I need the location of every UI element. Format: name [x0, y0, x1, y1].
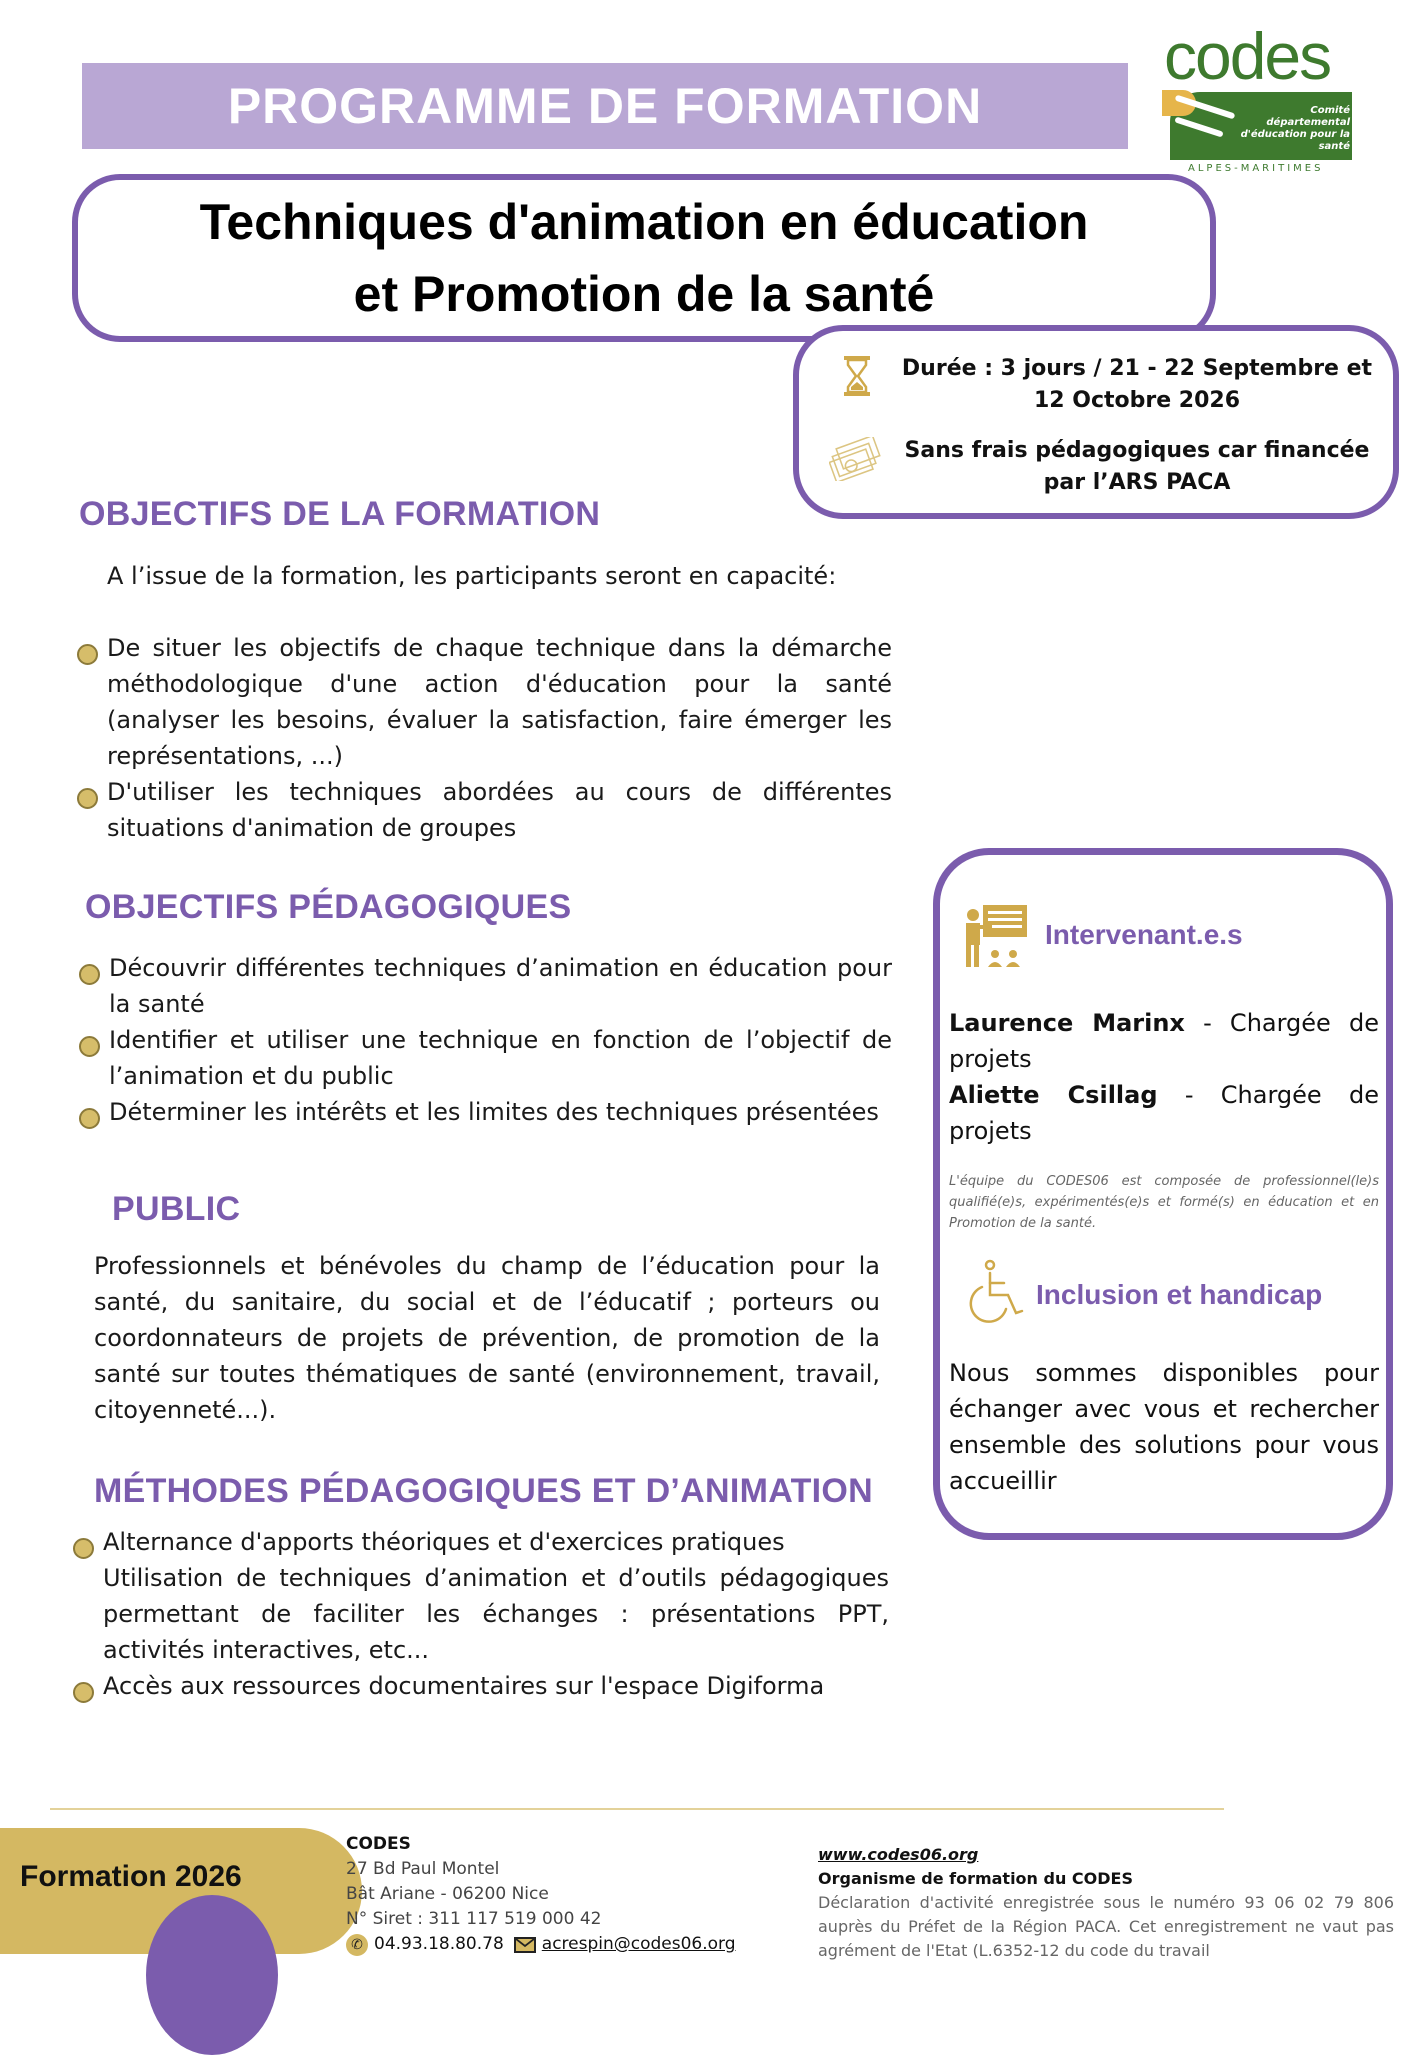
list-item-text: De situer les objectifs de chaque technique dans la démarche méthodologique d'une action d'éducation pour la santé (analyser les besoins, évaluer la satisfaction, faire émerger les représentations, ...): [107, 634, 892, 770]
course-title: [78, 180, 1210, 330]
cost-text: [885, 435, 1389, 499]
bullet-dot-icon: [73, 1538, 94, 1559]
list-item: [109, 950, 892, 1022]
list-item-text: Accès aux ressources documentaires sur l'espace Digiforma: [103, 1672, 825, 1700]
intervenant-entry: [949, 1077, 1379, 1149]
list-item-text: Déterminer les intérêts et les limites des techniques présentées: [109, 1098, 879, 1126]
logo-region: ALPES-MARITIMES: [1188, 163, 1324, 174]
intervenant-name: Laurence Marinx: [949, 1009, 1185, 1037]
inclusion-text: Nous sommes disponibles pour échanger avec vous et rechercher ensemble des solutions pour vous accueillir: [949, 1359, 1379, 1495]
program-banner-title: PROGRAMME DE FORMATION: [227, 78, 983, 134]
inclusion-heading: Inclusion et handicap: [1036, 1279, 1323, 1310]
list-item: [109, 1094, 892, 1130]
footer-divider: [50, 1808, 1224, 1810]
intervenant-name: Aliette Csillag: [949, 1081, 1158, 1109]
bullet-dot-icon: [77, 788, 98, 809]
teacher-presentation-icon: [961, 903, 1029, 975]
logo-tagline-line1: Comité départemental: [1266, 105, 1350, 128]
list-item: [109, 1022, 892, 1094]
section-heading-objectifs-formation: OBJECTIFS DE LA FORMATION: [79, 495, 601, 533]
intervenant-role: - Chargée de projets: [949, 1009, 1380, 1073]
duration-line1: Durée : 3 jours / 21 - 22 Septembre et: [901, 356, 1373, 381]
objectifs-pedagogiques-list: [109, 950, 892, 1130]
bullet-dot-icon: [73, 1682, 94, 1703]
footer-website-link[interactable]: www.codes06.org: [818, 1845, 979, 1864]
footer-siret: N° Siret : 311 117 519 000 42: [346, 1909, 602, 1929]
bullet-dot-icon: [79, 1036, 100, 1057]
footer-org-name: CODES: [346, 1834, 411, 1854]
list-item: [107, 630, 892, 774]
codes-logo: [1160, 19, 1360, 174]
public-text: Professionnels et bénévoles du champ de l’éducation pour la santé, du sanitaire, du social et de l’éducatif ; porteurs ou coordonnateurs de projets de prévention, de promotion de la santé sur toutes thématiques de santé (environnement, travail, citoyenneté...).: [94, 1252, 880, 1424]
logo-wordmark: codes: [1164, 19, 1331, 93]
duration-row: [829, 353, 1389, 417]
duration-text: [885, 353, 1389, 417]
list-item-text: D'utiliser les techniques abordées au cours de différentes situations d'animation de groupes: [107, 778, 892, 842]
footer-badge-text: Formation 2026: [20, 1860, 242, 1893]
footer-legal-text: Déclaration d'activité enregistrée sous le numéro 93 06 02 79 806 auprès du Préfet de la Région PACA. Cet enregistrement ne vaut pas agrément de l'Etat (L.6352-12 du code du travail: [818, 1893, 1394, 1960]
phone-icon: ✆: [346, 1934, 368, 1956]
cost-line1: Sans frais pédagogiques car financée: [904, 438, 1370, 463]
course-title-line2: et Promotion de la santé: [353, 266, 935, 322]
cost-line2: par l’ARS PACA: [1043, 470, 1231, 495]
team-note: L'équipe du CODES06 est composée de professionnel(le)s qualifié(e)s, expérimentés(e)s et formé(s) en éducation et en Promotion de la santé.: [949, 1174, 1379, 1231]
footer-address-line2: Bât Ariane - 06200 Nice: [346, 1884, 549, 1904]
hourglass-icon: [829, 353, 885, 397]
cost-row: [829, 435, 1389, 499]
footer-address: [346, 1832, 736, 1957]
list-item-text: Identifier et utiliser une technique en fonction de l’objectif de l’animation et du public: [109, 1026, 892, 1090]
list-item: [103, 1524, 889, 1560]
footer-legal-title: Organisme de formation du CODES: [818, 1869, 1133, 1888]
objectifs-formation-list: [107, 630, 892, 846]
course-title-line1: Techniques d'animation en éducation: [199, 194, 1089, 250]
intervenant-role: - Chargée de projets: [949, 1081, 1379, 1145]
course-title-box: [72, 174, 1216, 342]
list-item-text: Alternance d'apports théoriques et d'exercices pratiques: [103, 1528, 785, 1556]
list-item-text: Découvrir différentes techniques d’animation en éducation pour la santé: [109, 954, 892, 1018]
list-item: [107, 774, 892, 846]
info-box: [793, 325, 1399, 519]
footer-legal: [818, 1843, 1394, 1963]
section-heading-objectifs-pedagogiques: OBJECTIFS PÉDAGOGIQUES: [85, 888, 572, 926]
list-item: [103, 1560, 889, 1668]
mail-icon: [514, 1937, 536, 1953]
logo-tagline: [1230, 105, 1350, 153]
duration-line2: 12 Octobre 2026: [1033, 388, 1241, 413]
program-banner: [82, 63, 1128, 149]
footer-email-link[interactable]: acrespin@codes06.org: [541, 1934, 736, 1954]
list-item: [103, 1668, 889, 1704]
bullet-dot-icon: [79, 964, 100, 985]
section-heading-methodes: MÉTHODES PÉDAGOGIQUES ET D’ANIMATION: [94, 1472, 873, 1510]
list-item-text: Utilisation de techniques d’animation et d’outils pédagogiques permettant de faciliter les échanges : présentations PPT, activités interactives, etc...: [103, 1564, 889, 1664]
intervenants-heading: Intervenant.e.s: [1045, 919, 1243, 950]
section-heading-public: PUBLIC: [112, 1190, 241, 1228]
intervenants-card: [933, 848, 1393, 1540]
bullet-dot-icon: [77, 644, 98, 665]
intervenant-entry: [949, 1005, 1379, 1077]
intervenants-list: [949, 1005, 1379, 1149]
footer-phone[interactable]: 04.93.18.80.78: [374, 1934, 504, 1954]
logo-tagline-line2: d'éducation pour la santé: [1240, 129, 1350, 152]
footer-decor-circle: [146, 1895, 278, 2055]
footer-contact-row: [346, 1932, 736, 1957]
footer-address-line1: 27 Bd Paul Montel: [346, 1859, 500, 1879]
methodes-list: [103, 1524, 889, 1704]
bullet-dot-icon: [79, 1108, 100, 1129]
money-icon: [829, 435, 885, 481]
wheelchair-icon: [968, 1259, 1024, 1329]
objectifs-intro: A l’issue de la formation, les participants seront en capacité:: [107, 562, 837, 590]
